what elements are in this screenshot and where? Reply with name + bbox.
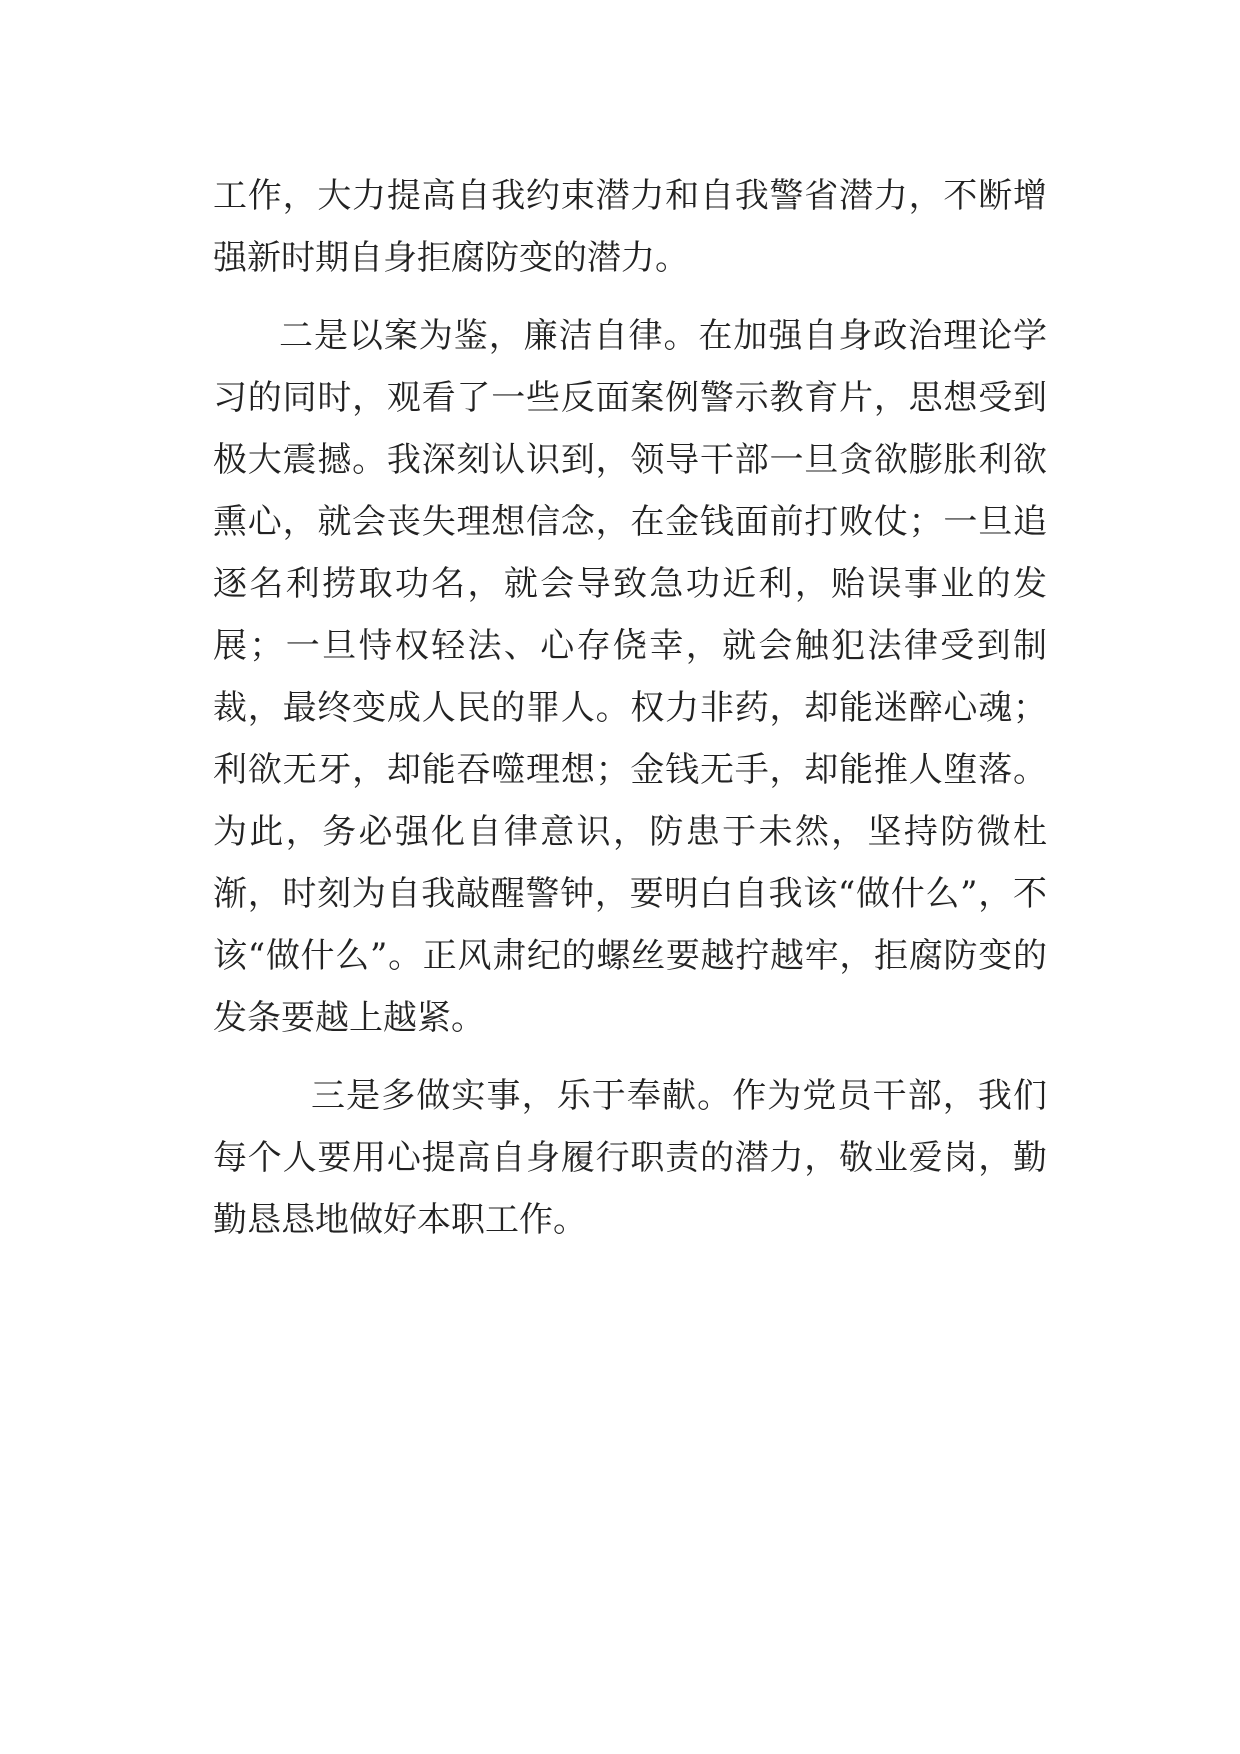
- paragraph-continuation: 工作，大力提高自我约束潜力和自我警省潜力，不断增强新时期自身拒腐防变的潜力。: [213, 176, 1047, 278]
- paragraph-point-three: 三是多做实事，乐于奉献。作为党员干部，我们每个人要用心提高自身履行职责的潜力，敬业爱岗，勤勤恳恳地做好本职工作。: [213, 1076, 1047, 1240]
- paragraph-point-two: 二是以案为鉴，廉洁自律。在加强自身政治理论学习的同时，观看了一些反面案例警示教育片，思想受到极大震撼。我深刻认识到，领导干部一旦贪欲膨胀利欲熏心，就会丧失理想信念，在金钱面前打败仗；一旦追逐名利捞取功名，就会导致急功近利，贻误事业的发展；一旦恃权轻法、心存侥幸，就会触犯法律受到制裁，最终变成人民的罪人。权力非药，却能迷醉心魂；利欲无牙，却能吞噬理想；金钱无手，却能推人堕落。为此，务必强化自律意识，防患于未然，坚持防微杜渐，时刻为自我敲醒警钟，要明白自我该“做什么”，不该“做什么”。正风肃纪的螺丝要越拧越牢，拒腐防变的发条要越上越紧。: [213, 316, 1047, 1038]
- document-body: [213, 165, 1047, 1251]
